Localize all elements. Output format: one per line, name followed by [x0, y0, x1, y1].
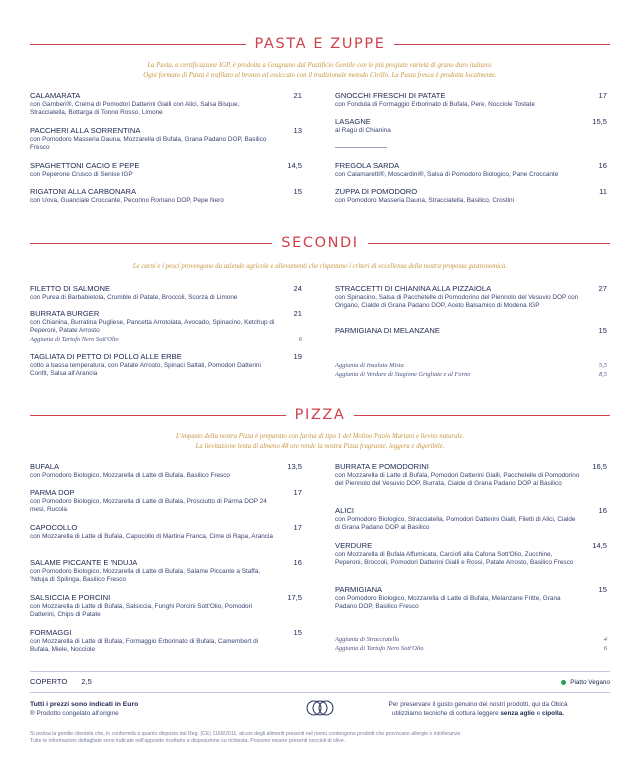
- menu-item: [335, 462, 607, 489]
- item-name: GNOCCHI FRESCHI DI PATATE: [335, 91, 446, 100]
- item-price: 17: [293, 523, 302, 532]
- add-on-label: Aggiunta di Insalata Mista: [335, 362, 404, 369]
- item-name: FREGOLA SARDA: [335, 161, 400, 170]
- item-description: con Mozzarella di Latte di Bufala, Capocollo di Martina Franca, Cime di Rapa, Arancia: [30, 533, 273, 540]
- divider: [30, 692, 610, 693]
- add-on-label: Aggiunta di Verdure di Stagione Grigliate e al Forno: [335, 371, 471, 378]
- item-description: con Pomodoro Biologico, Mozzarella di Latte di Bufala, Prosciutto di Parma DOP 24 mesi, Rucola: [30, 498, 267, 514]
- item-name: SALSICCIA E PORCINI: [30, 593, 111, 602]
- prices-note: Tutti i prezzi sono indicati in Euro: [30, 701, 139, 708]
- add-on-label: Aggiunta di Tartufo Nero Sott'Olio: [335, 645, 424, 652]
- item-price: 16: [598, 161, 607, 170]
- item-description: con Pomodoro Biologico, Stracciatella, Pomodori Datterini Gialli, Filetti di Alici, Cialde di Grana Padano DOP al Basilico: [335, 516, 576, 532]
- divider: [335, 147, 387, 148]
- divider: [30, 671, 610, 672]
- add-on-item: [335, 645, 607, 653]
- item-price: 17,5: [287, 593, 302, 602]
- item-description: con Mozzarella di Latte di Bufala, Pomodori Datterini Gialli, Pacchetelle di Pomodorino del Piennolo del Vesuvio DOP, Burrata, Cialde di Grana Padano DOP al Basilico: [335, 472, 580, 488]
- intro-line: Ogni formato di Pasta è trafilato al bronzo ed essiccato con il tradizionale metodo Cirillo. La Pasta fresca è prodotta localmente.: [143, 71, 497, 79]
- add-on-label: Aggiunta di Stracciatella: [335, 636, 400, 643]
- cooking-note-line: [346, 709, 610, 718]
- item-description: con Spinacino, Salsa di Pacchetelle di Pomodorino del Piennolo del Vesuvio DOP con Origano, Cialde di Grana Padano DOP, Aceto Balsamico di Modena IGP: [335, 294, 579, 310]
- vegan-legend: [561, 679, 610, 686]
- item-description: con Mozzarella di Latte di Bufala, Salsiccia, Funghi Porcini Sott'Olio, Pomodori Datterini, Chips di Patate: [30, 603, 253, 619]
- item-price: 15: [293, 628, 302, 637]
- menu-item: [30, 161, 302, 179]
- menu-item: [30, 593, 302, 620]
- add-on-price: 8,5: [599, 371, 607, 378]
- menu-item: [30, 91, 302, 118]
- divider: [30, 243, 272, 244]
- item-name: VERDURE: [335, 541, 373, 550]
- footer-notes: [30, 700, 270, 718]
- item-description: con Pomodoro Biologico, Mozzarella di Latte di Bufala, Basilico Fresco: [30, 472, 230, 479]
- item-name: PACCHERI ALLA SORRENTINA: [30, 126, 141, 135]
- item-description: con Uova, Guanciale Croccante, Pecorino Romano DOP, Pepe Nero: [30, 197, 224, 204]
- item-description: con Gamberi®, Crema di Pomodori Datterini Gialli con Alici, Salsa Bisque, Stracciatella, Bottarga di Tonno Rosso, Limone: [30, 101, 240, 117]
- item-name: PARMA DOP: [30, 488, 75, 497]
- coperto-label: COPERTO: [30, 677, 68, 686]
- item-price: 11: [599, 187, 607, 196]
- section-title: SECONDI: [281, 235, 359, 251]
- item-description: con Peperone Crusco di Senise IGP: [30, 171, 133, 178]
- item-description: con Calamaretti®, Moscardini®, Salsa di Pomodoro Biologico, Pane Croccante: [335, 171, 559, 178]
- cooking-note-text: e: [534, 710, 542, 717]
- item-name: CALAMARATA: [30, 91, 81, 100]
- item-price: 15,5: [592, 117, 607, 126]
- item-price: 27: [598, 284, 607, 293]
- item-price: 13: [293, 126, 302, 135]
- menu-item: [335, 585, 607, 612]
- item-price: 24: [293, 284, 302, 293]
- cooking-note-bold: cipolla.: [541, 710, 564, 717]
- item-name: PARMIGIANA DI MELANZANE: [335, 326, 440, 335]
- intro-line: L'impasto della nostra Pizza è preparato con farina di tipo 1 del Molino Paolo Mariani e lievito naturale.: [175, 433, 465, 440]
- item-name: FILETTO DI SALMONE: [30, 284, 111, 293]
- menu-item: [30, 352, 302, 379]
- item-description: al Ragù di Chianina: [335, 127, 391, 134]
- item-price: 15: [598, 585, 607, 594]
- menu-item: [335, 541, 607, 568]
- cooking-note-line: Per preservare il gusto genuino dei nostri prodotti, qui da Obicà: [388, 701, 568, 708]
- add-on-price: 5,5: [599, 362, 607, 369]
- item-name: ZUPPA DI POMODORO: [335, 187, 418, 196]
- item-name: TAGLIATA DI PETTO DI POLLO ALLE ERBE: [30, 352, 182, 361]
- menu-item: [30, 284, 302, 302]
- add-on-item: [335, 636, 607, 644]
- intro-line: La Pasta, a certificazione IGP, è prodotta a Gragnano dal Pastificio Gentile con le più pregiate varietà di grano duro italiano.: [147, 62, 493, 69]
- item-description: con Purea di Barbabietola, Crumble di Patate, Broccoli, Scorza di Limone: [30, 294, 238, 301]
- allergen-disclaimer: [30, 731, 610, 746]
- obica-logo-icon: [302, 699, 338, 717]
- item-description: con Fonduta di Formaggio Erborinato di Bufala, Pere, Nocciole Tostate: [335, 101, 535, 108]
- item-price: 15: [598, 326, 607, 335]
- section-header-secondi: [30, 233, 610, 253]
- item-description: con Pomodoro Masseria Dauna, Mozzarella di Bufala, Grana Padano DOP, Basilico Fresco: [30, 136, 267, 152]
- add-on-price: 6: [603, 645, 607, 652]
- item-price: 16: [293, 558, 302, 567]
- item-name: SPAGHETTONI CACIO E PEPE: [30, 161, 140, 170]
- item-name: LASAGNE: [335, 117, 371, 126]
- vegan-dot-icon: [561, 680, 566, 685]
- cooking-note-text: utilizziamo tecniche di cottura leggere: [392, 710, 501, 717]
- item-description: con Chianina, Burratina Pugliese, Pancetta Arrotolata, Avocado, Spinacino, Ketchup di Peperoni, Patate Arrosto: [30, 319, 275, 335]
- item-name: SALAME PICCANTE E 'NDUJA: [30, 558, 138, 567]
- intro-line: La lievitazione lenta di almeno 48 ore rende la nostra Pizza fragrante, leggera e digeribile.: [195, 442, 445, 450]
- add-on-item: [335, 362, 607, 370]
- item-name: PARMIGIANA: [335, 585, 383, 594]
- item-price: 17: [598, 91, 607, 100]
- add-on-price: 6: [298, 336, 302, 343]
- cooking-note-bold: senza aglio: [500, 710, 535, 717]
- divider: [354, 415, 610, 416]
- divider: [394, 44, 610, 45]
- menu-item: [335, 161, 607, 179]
- vegan-label: Piatto Vegano: [570, 679, 610, 686]
- frozen-note: ® Prodotto congelato all'origine: [30, 710, 119, 717]
- menu-item: [30, 488, 302, 515]
- disclaimer-line: Si avvisa la gentile clientela che, in conformità a quanto disposto dal Reg. (CE) 1169/2011, alcuni degli alimenti presenti nel menù contengono prodotti che provocano allergie o intolleranze.: [30, 731, 462, 737]
- section-header-pizza: [30, 405, 610, 425]
- section-header-pasta: [30, 34, 610, 54]
- section-intro: [30, 432, 610, 451]
- menu-item: [335, 187, 607, 205]
- coperto: [30, 677, 92, 686]
- menu-item: [335, 91, 607, 109]
- section-title: PIZZA: [294, 407, 346, 423]
- item-description: con Mozzarella di Bufala Affumicata, Carciofi alla Cafona Sott'Olio, Zucchine, Peperoni, Broccoli, Pomodori Datterini Gialli e Rossi, Patate Arrosto, Basilico Fresco: [335, 551, 574, 567]
- item-name: BURRATA BURGER: [30, 309, 100, 318]
- item-name: ALICI: [335, 506, 354, 515]
- item-price: 13,5: [287, 462, 302, 471]
- item-name: STRACCETTI DI CHIANINA ALLA PIZZAIOLA: [335, 284, 492, 293]
- menu-item: [30, 462, 302, 480]
- item-description: con Pomodoro Biologico, Mozzarella di Latte di Bufala, Salame Piccante a Staffa, 'Nduja di Spilinga, Basilico Fresco: [30, 568, 261, 584]
- menu-item: [30, 628, 302, 655]
- item-name: RIGATONI ALLA CARBONARA: [30, 187, 137, 196]
- menu-item: [335, 284, 607, 311]
- divider: [30, 44, 246, 45]
- item-price: 17: [293, 488, 302, 497]
- menu-item: [335, 117, 607, 135]
- add-on-price: 4: [603, 636, 607, 643]
- menu-item: [30, 523, 302, 541]
- item-name: CAPOCOLLO: [30, 523, 78, 532]
- coperto-price: 2,5: [81, 677, 92, 686]
- add-on-item: [335, 371, 607, 379]
- disclaimer-line: Tutte le informazioni dettagliate sono indicate nell'apposito ricettario a disposizione su richiesta. Possono essere presenti noccioli di olive.: [30, 738, 346, 745]
- item-description: con Pomodoro Biologico, Mozzarella di Latte di Bufala, Melanzane Fritte, Grana Padano DOP, Basilico Fresco: [335, 595, 561, 611]
- item-price: 16: [598, 506, 607, 515]
- item-price: 15: [293, 187, 302, 196]
- menu-item: [30, 309, 302, 336]
- divider: [30, 415, 286, 416]
- menu-item: [30, 187, 302, 205]
- divider: [368, 243, 610, 244]
- menu-item: [30, 126, 302, 153]
- add-on-label: Aggiunta di Tartufo Nero Sott'Olio: [30, 336, 119, 343]
- item-price: 14,5: [592, 541, 607, 550]
- menu-item: [335, 326, 607, 336]
- item-name: BURRATA E POMODORINI: [335, 462, 429, 471]
- section-intro: [30, 61, 610, 80]
- item-description: con Mozzarella di Latte di Bufala, Formaggio Erborinato di Bufala, Camembert di Bufala, Miele, Nocciole: [30, 638, 259, 654]
- cooking-note: [346, 700, 610, 718]
- section-title: PASTA E ZUPPE: [254, 36, 386, 52]
- item-price: 19: [293, 352, 302, 361]
- item-description: con Pomodoro Masseria Dauna, Stracciatella, Basilico, Crostini: [335, 197, 515, 204]
- item-price: 14,5: [287, 161, 302, 170]
- item-name: BUFALA: [30, 462, 60, 471]
- menu-item: [30, 558, 302, 585]
- section-intro: Le carni e i pesci provengono da aziende agricole e allevamenti che rispettano i criteri di eccellenza della nostra proposta gastronomica.: [132, 263, 508, 270]
- item-price: 21: [293, 309, 302, 318]
- menu-item: [335, 506, 607, 533]
- item-name: FORMAGGI: [30, 628, 72, 637]
- item-description: cotto a bassa temperatura, con Patate Arrosto, Spinaci Saltati, Pomodori Datterini Confit, Salsa all'Arancia: [30, 362, 261, 378]
- item-price: 21: [293, 91, 302, 100]
- add-on-item: [30, 336, 302, 344]
- item-price: 16,5: [592, 462, 607, 471]
